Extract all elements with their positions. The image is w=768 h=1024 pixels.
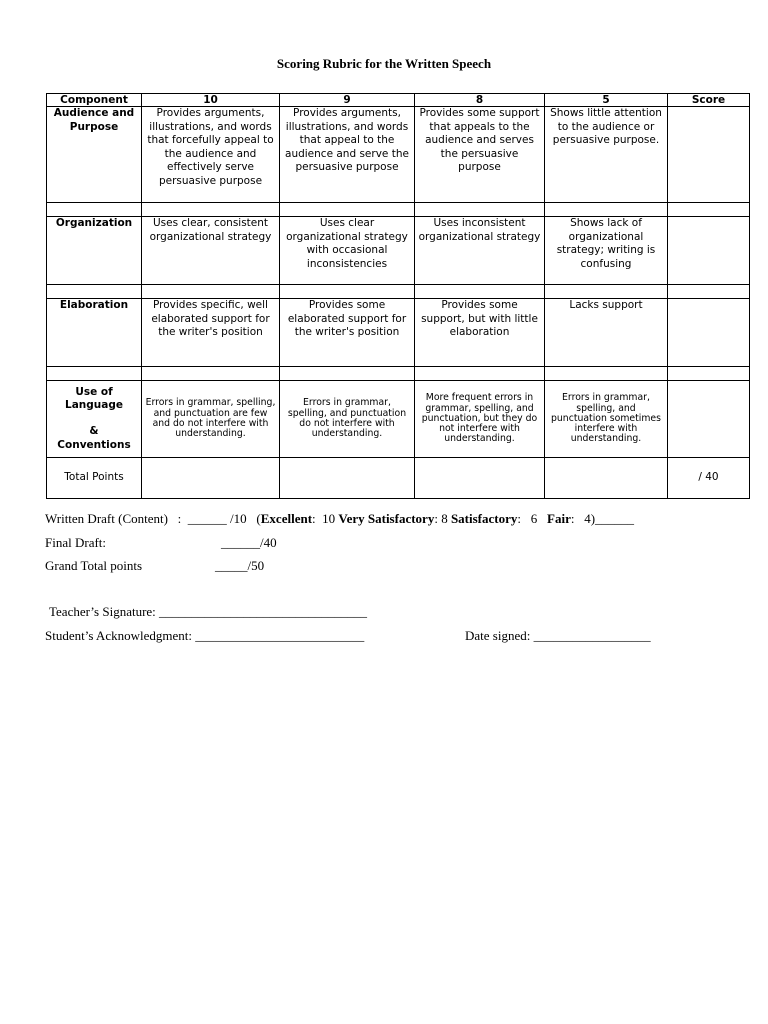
table-row [47,299,750,367]
student-acknowledgment-line[interactable]: Student’s Acknowledgment: __________________________ [45,628,365,643]
score-cell[interactable] [668,299,750,367]
criteria-cell: Errors in grammar, spelling, and punctuation are few and do not interfere with understanding. [142,381,280,458]
criteria-cell: Errors in grammar, spelling, and punctuation do not interfere with understanding. [280,381,415,458]
grand-total-value[interactable]: _____/50 [215,558,265,573]
document-title: Scoring Rubric for the Written Speech [276,56,492,71]
criteria-cell: Errors in grammar, spelling, and punctuation sometimes interfere with understanding. [545,381,668,458]
fair-label: Fair [547,511,571,526]
very-satisfactory-label: Very Satisfactory [338,511,435,526]
spacer-row [47,203,750,217]
component-cell: Audience and Purpose [47,107,142,203]
table-row [47,381,750,458]
written-draft-line [45,511,634,527]
written-draft-label: Written Draft (Content) : ______ /10 [45,511,247,526]
component-cell: Organization [47,217,142,285]
component-label-top: Use of Language [65,385,123,412]
criteria-cell: Uses inconsistent organizational strategy [415,217,545,285]
criteria-cell: Lacks support [545,299,668,367]
fair-value: : 4)______ [570,511,635,526]
criteria-cell: Uses clear, consistent organizational strategy [142,217,280,285]
criteria-cell: Provides some support, but with little elaboration [415,299,545,367]
excellent-value: : 10 [312,511,339,526]
table-row [47,217,750,285]
teacher-signature-line[interactable]: Teacher’s Signature: ________________________________ [49,604,368,619]
final-draft-label: Final Draft: [45,535,107,550]
scoring-rubric-table [46,93,750,499]
very-satisfactory-value: : 8 [434,511,451,526]
criteria-cell: Shows little attention to the audience or persuasive purpose. [545,107,668,203]
component-label-bottom: Conventions [57,438,131,451]
criteria-cell: Provides some support that appeals to the audience and serves the persuasive purpose [415,107,545,203]
score-cell[interactable] [668,107,750,203]
header-score-5: 5 [545,94,668,107]
score-cell[interactable] [668,381,750,458]
criteria-cell: Provides some elaborated support for the writer's position [280,299,415,367]
open-paren: ( [256,511,261,526]
spacer-row [47,367,750,381]
component-cell: Elaboration [47,299,142,367]
header-score-9: 9 [280,94,415,107]
criteria-cell: More frequent errors in grammar, spelling, and punctuation, but they do not interfere with understanding. [415,381,545,458]
table-header-row [47,94,750,107]
satisfactory-label: Satisfactory [450,511,518,526]
header-score-8: 8 [415,94,545,107]
table-row [47,107,750,203]
component-cell [47,381,142,458]
spacer-row [47,285,750,299]
total-score-cell[interactable]: / 40 [668,458,750,499]
header-score: Score [668,94,750,107]
total-row [47,458,750,499]
excellent-label: Excellent [260,511,313,526]
criteria-cell: Provides arguments, illustrations, and words that appeal to the audience and serve the persuasive purpose [280,107,415,203]
header-score-10: 10 [142,94,280,107]
grand-total-label: Grand Total points [45,558,143,573]
criteria-cell: Shows lack of organizational strategy; writing is confusing [545,217,668,285]
criteria-cell: Provides specific, well elaborated support for the writer's position [142,299,280,367]
criteria-cell: Provides arguments, illustrations, and words that forcefully appeal to the audience and effectively serve persuasive purpose [142,107,280,203]
date-signed-line[interactable]: Date signed: __________________ [465,628,651,643]
final-draft-value[interactable]: ______/40 [221,535,277,550]
score-cell[interactable] [668,217,750,285]
satisfactory-value: : 6 [517,511,548,526]
header-component: Component [47,94,142,107]
component-label-amp: & [89,425,99,437]
criteria-cell: Uses clear organizational strategy with occasional inconsistencies [280,217,415,285]
total-points-label: Total Points [47,458,142,499]
